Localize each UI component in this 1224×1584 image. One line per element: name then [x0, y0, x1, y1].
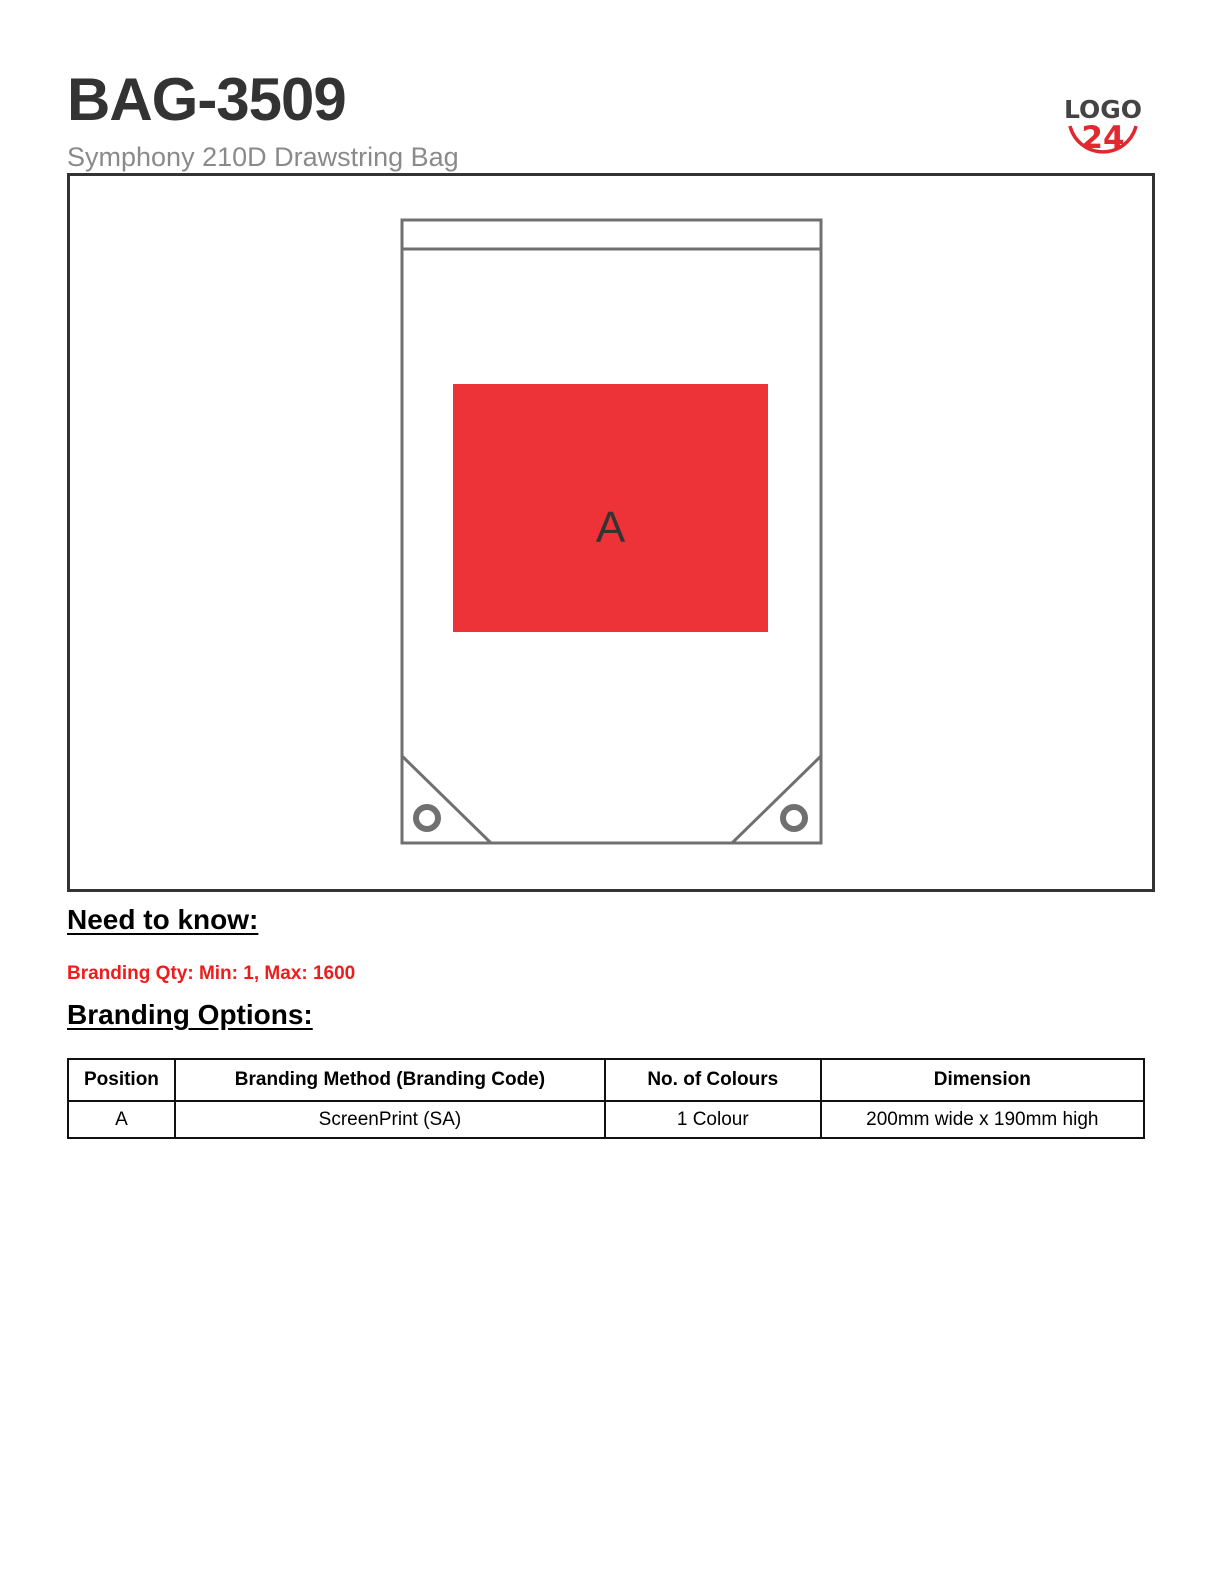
column-header-dimension: Dimension: [821, 1059, 1144, 1101]
cell-position: A: [68, 1101, 175, 1138]
cell-colours: 1 Colour: [605, 1101, 821, 1138]
logo24-logo: [1062, 86, 1144, 166]
cell-dimension: 200mm wide x 190mm high: [821, 1101, 1144, 1138]
branding-qty-note: Branding Qty: Min: 1, Max: 1600: [67, 963, 356, 984]
column-header-position: Position: [68, 1059, 175, 1101]
product-name: Symphony 210D Drawstring Bag: [67, 142, 459, 172]
product-code: BAG-3509: [67, 66, 346, 133]
branding-area-label: A: [595, 503, 626, 552]
column-header-branding-method: Branding Method (Branding Code): [175, 1059, 605, 1101]
branding-options-heading: Branding Options:: [67, 999, 313, 1030]
left-eyelet-icon: [416, 807, 438, 829]
need-to-know-heading: Need to know:: [67, 904, 259, 935]
table-header-row: [68, 1059, 1144, 1101]
product-drawing-frame: [67, 173, 1155, 892]
right-eyelet-icon: [783, 807, 805, 829]
logo-text-top: LOGO: [1063, 95, 1143, 124]
branding-options-table: [67, 1058, 1145, 1139]
cell-branding-method: ScreenPrint (SA): [175, 1101, 605, 1138]
drawstring-bag-drawing: [70, 176, 1152, 889]
table-row: [68, 1101, 1144, 1138]
column-header-colours: No. of Colours: [605, 1059, 821, 1101]
logo-text-bottom: 24: [1081, 120, 1125, 156]
